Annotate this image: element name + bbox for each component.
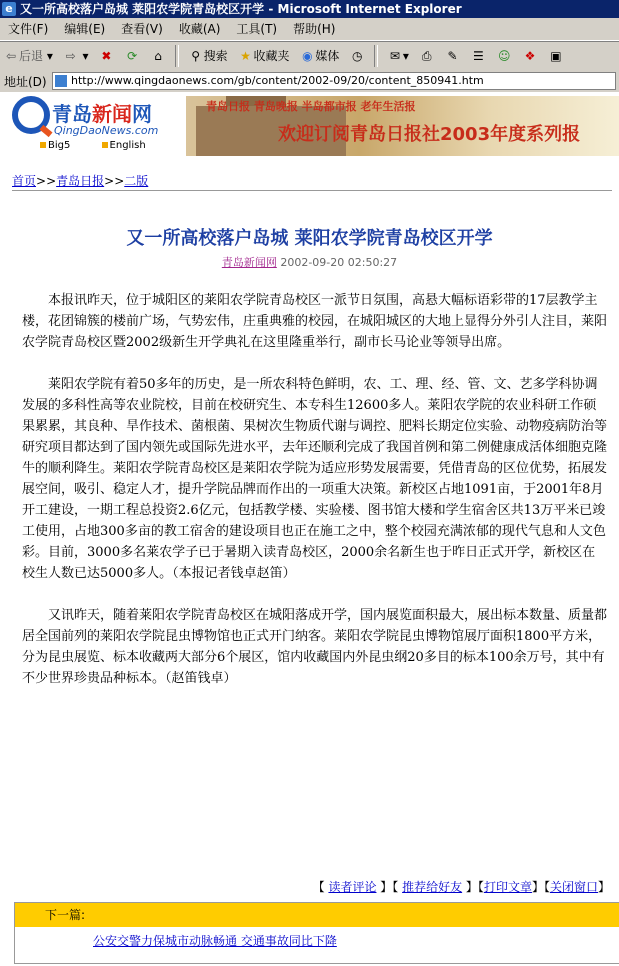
- history-button[interactable]: [346, 44, 368, 68]
- toolbar-separator: [175, 45, 179, 67]
- home-button[interactable]: [147, 44, 169, 68]
- bullet-icon: [40, 142, 46, 148]
- menu-edit[interactable]: 编辑(E): [64, 22, 106, 36]
- address-label: 地址(D): [4, 75, 47, 89]
- banner-text: 欢迎订阅青岛日报社2003年度系列报: [278, 124, 581, 145]
- stop-button[interactable]: [95, 44, 117, 68]
- logo-name: 青岛新闻网: [52, 102, 152, 126]
- media-icon: ◉: [302, 49, 313, 63]
- search-button[interactable]: ⚲ 搜索: [185, 44, 231, 68]
- menu-tools[interactable]: 工具(T): [236, 22, 278, 36]
- menu-view[interactable]: 查看(V): [121, 22, 163, 36]
- messenger-button[interactable]: [493, 44, 515, 68]
- toolbar-separator: [374, 45, 378, 67]
- ad-banner[interactable]: [186, 96, 619, 156]
- article-meta: [0, 254, 619, 270]
- english-link[interactable]: English: [102, 140, 160, 151]
- menu-help[interactable]: 帮助(H): [293, 22, 336, 36]
- recommend-link[interactable]: 推荐给好友: [402, 880, 463, 894]
- refresh-icon: ⟳: [127, 49, 138, 63]
- ie-logo-icon: e: [2, 2, 16, 16]
- next-article-box: [14, 902, 619, 964]
- source-link[interactable]: 青岛新闻网: [221, 256, 277, 269]
- paragraph: 又讯昨天，随着莱阳农学院青岛校区在城阳落成开学，国内展览面积最大，展出标本数量、质量都居全国前列的莱阳农学院昆虫博物馆也正式开门纳客。莱阳农学院昆虫博物馆展厅面积1800平方米，分为昆虫展览、标本收藏两大部分6个展区，馆内收藏国内外昆虫纲20多目的标本100余万号，其中有不少世界珍贵品种标本。（赵笛钱卓）: [22, 608, 608, 686]
- page-content: [0, 92, 619, 966]
- search-icon: ⚲: [191, 49, 201, 63]
- back-button[interactable]: ⇦ 后退 ▾: [0, 44, 56, 68]
- close-window-link[interactable]: 关闭窗口: [549, 880, 598, 894]
- stop-icon: ✖: [101, 49, 112, 63]
- media-button[interactable]: ◉ 媒体: [296, 44, 342, 68]
- paragraph: 莱阳农学院有着50多年的历史，是一所农科特色鲜明，农、工、理、经、管、文、艺多学科协调发展的多科性高等农业院校，目前在校研究生、本专科生12600多人。莱阳农学院的农业科研工作硕果累累，其良种、旱作技术、菌根菌、果树次生物质代谢与调控、肥料长期定位实验、动物疫病防治等研究项目都达到了国内领先或国际先进水平，去年还顺利完成了我国首例和第二例健康成活体细胞克隆牛的顺利降生。莱阳农学院青岛校区是莱阳农学院为适应形势发展需要，凭借青岛的区位优势，拓展发展空间，吸引、稳定人才，提升学院品牌而作出的一项重大决策。新校区占地1091亩，于2001年8月开工建设，一期工程总投资2.6亿元，包括教学楼、实验楼、图书馆大楼和学生宿舍区共13万平米已竣工使用，占地300多亩的教工宿舍的建设项目也正在施工之中，整个校园充满浓郁的现代气息和人文色彩。目前，3000多名莱农学子已于暑期入读青岛校区，2000余名新生也于昨日正式开学，新校区在校生人数已达5000多人。（本报记者钱卓赵笛）: [22, 377, 608, 581]
- history-icon: ◷: [351, 49, 363, 63]
- mail-icon: ✉: [389, 49, 400, 63]
- big5-link[interactable]: Big5: [40, 140, 84, 151]
- extension-icon: ❖: [524, 49, 536, 63]
- address-url: http://www.qingdaonews.com/gb/content/2002-09/20/content_850941.htm: [71, 74, 484, 87]
- edit-icon: ✎: [447, 49, 458, 63]
- forward-arrow-icon: ⇨: [65, 49, 76, 63]
- messenger-icon: ☺: [497, 49, 511, 63]
- paragraph: 本报讯昨天，位于城阳区的莱阳农学院青岛校区一派节日氛围，高悬大幅标语彩带的17层教学主楼，花团锦簇的楼前广场，气势宏伟，庄重典雅的校园，在城阳城区的大地上显得分外引人注目，莱阳农学院青岛校区暨2002级新生开学典礼在这里隆重举行，副市长马论业等领导出席。: [22, 293, 608, 350]
- next-label: 下一篇:: [15, 903, 619, 927]
- discuss-icon: ☰: [472, 49, 484, 63]
- discuss-button[interactable]: [467, 44, 489, 68]
- research-icon: ▣: [550, 49, 562, 63]
- menu-favorites[interactable]: 收藏(A): [178, 22, 221, 36]
- window-title: 又一所高校落户岛城 莱阳农学院青岛校区开学 - Microsoft Internet Explorer: [20, 2, 462, 16]
- breadcrumb-paper[interactable]: 青岛日报: [56, 174, 105, 188]
- standard-toolbar: [0, 41, 619, 71]
- back-arrow-icon: ⇦: [5, 49, 17, 63]
- address-bar: [0, 70, 619, 92]
- article-tools: 【 读者评论 】【 推荐给好友 】【打印文章】【关闭窗口】: [312, 880, 610, 894]
- favorites-icon: ★: [240, 49, 251, 63]
- favorites-button[interactable]: ★ 收藏夹: [235, 44, 293, 68]
- article-title: 又一所高校落户岛城 莱阳农学院青岛校区开学: [126, 228, 493, 249]
- article-body: [22, 290, 608, 710]
- language-links: [40, 140, 174, 151]
- menu-file[interactable]: 文件(F): [8, 22, 49, 36]
- q-logo-icon: [12, 96, 50, 134]
- logo-en: QingDaoNews.com: [54, 124, 159, 137]
- print-button[interactable]: [416, 44, 438, 68]
- breadcrumb-home[interactable]: 首页: [12, 174, 37, 188]
- edit-button[interactable]: [442, 44, 464, 68]
- window-titlebar: [0, 0, 619, 18]
- breadcrumb-edition[interactable]: 二版: [124, 174, 149, 188]
- extension-button[interactable]: [519, 44, 541, 68]
- address-input[interactable]: [52, 72, 616, 90]
- divider: [12, 190, 612, 191]
- home-icon: ⌂: [154, 49, 162, 63]
- next-article-link[interactable]: 公安交警力保城市动脉畅通 交通事故同比下降: [93, 934, 337, 948]
- site-logo[interactable]: [12, 96, 182, 152]
- page-icon: [55, 75, 67, 87]
- refresh-button[interactable]: [121, 44, 143, 68]
- print-icon: ⎙: [421, 49, 432, 63]
- research-button[interactable]: [545, 44, 567, 68]
- reader-comment-link[interactable]: 读者评论: [328, 880, 377, 894]
- publish-time: 2002-09-20 02:50:27: [280, 256, 398, 269]
- menu-bar: [0, 18, 619, 41]
- banner-papers: 青岛日报 青岛晚报 半岛都市报 老年生活报: [206, 100, 416, 113]
- breadcrumb: 首页>>青岛日报>>二版: [12, 174, 149, 188]
- bullet-icon: [102, 142, 108, 148]
- mail-button[interactable]: ✉ ▾: [384, 44, 412, 68]
- forward-button[interactable]: ⇨ ▾: [60, 44, 92, 68]
- print-article-link[interactable]: 打印文章: [483, 880, 532, 894]
